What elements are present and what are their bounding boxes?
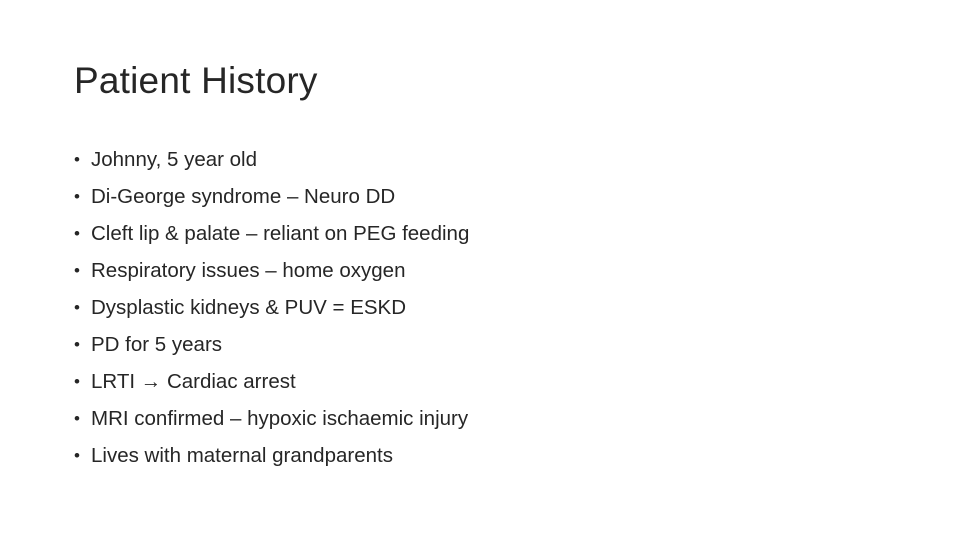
slide-title: Patient History (74, 60, 318, 101)
bullet-text: Respiratory issues – home oxygen (91, 259, 406, 282)
bullet-icon: • (74, 409, 80, 428)
bullet-icon: • (74, 372, 80, 391)
bullet-text: Lives with maternal grandparents (91, 444, 393, 467)
bullet-icon: • (74, 261, 80, 280)
bullet-text: MRI confirmed – hypoxic ischaemic injury (91, 407, 469, 430)
bullet-icon: • (74, 446, 80, 465)
bullet-icon: • (74, 335, 80, 354)
bullet-text: LRTI → Cardiac arrest (91, 370, 296, 393)
bullet-text: Johnny, 5 year old (91, 148, 258, 171)
bullet-text: Cleft lip & palate – reliant on PEG feeding (91, 222, 470, 245)
bullet-icon: • (74, 298, 80, 317)
bullet-icon: • (74, 224, 80, 243)
bullet-icon: • (74, 187, 80, 206)
bullet-text: Dysplastic kidneys & PUV = ESKD (91, 296, 407, 319)
bullet-text: PD for 5 years (91, 333, 223, 356)
bullet-text: Di-George syndrome – Neuro DD (91, 185, 396, 208)
bullet-icon: • (74, 150, 80, 169)
